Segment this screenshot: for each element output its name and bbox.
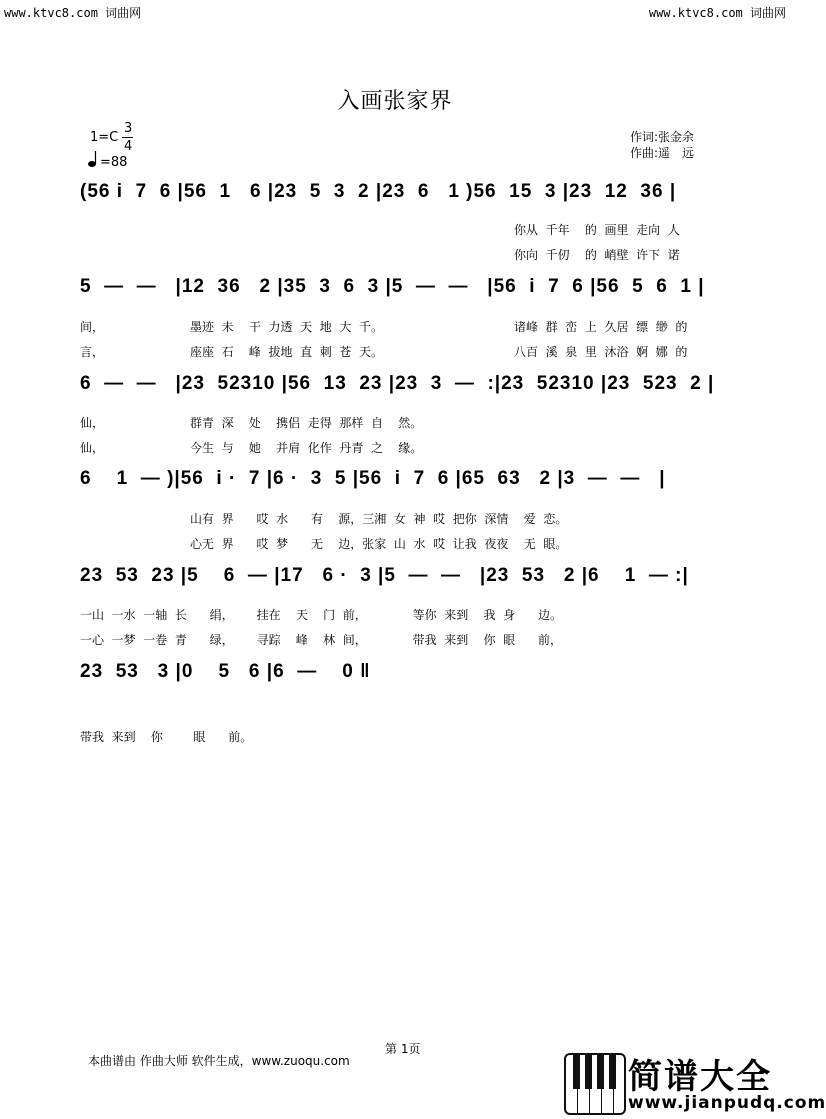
lyric-row-5-verse-2: 一心 一梦 一卷 青 绿， 寻踪 峰 林 间， 带我 来到 你 眼 前， — [80, 633, 562, 647]
piano-keys-icon — [564, 1053, 626, 1115]
lyric-row-4-verse-1: 山有 界 哎 水 有 源，三湘 女 神 哎 把你 深情 爱 恋。 — [190, 512, 568, 526]
lyric-row-1-verse-1: 你从 千年 的 画里 走向 人 — [514, 223, 680, 237]
site-logo[interactable] — [564, 1049, 826, 1115]
software-footer: 本曲谱由 作曲大师 软件生成，www.zuoqu.com — [88, 1054, 350, 1068]
logo-url[interactable]: www.jianpudq.com — [628, 1093, 826, 1113]
site-header-right: www.ktvc8.com 词曲网 — [648, 6, 786, 20]
logo-title: 简谱大全 — [628, 1057, 772, 1097]
time-signature-divider — [122, 137, 133, 138]
time-signature-bottom: 4 — [124, 139, 133, 154]
lyric-row-3-verse-2-mid: 今生 与 她 并肩 化作 丹青 之 缘。 — [190, 441, 423, 455]
lyricist-credit: 作词:张金余 — [630, 130, 695, 144]
lyric-row-4-verse-2: 心无 界 哎 梦 无 边，张家 山 水 哎 让我 夜夜 无 眼。 — [190, 537, 568, 551]
lyric-row-1-verse-2: 你向 千仞 的 峭壁 许下 诺 — [514, 248, 680, 262]
page-number: 第 1页 — [385, 1042, 421, 1056]
lyric-row-2-verse-1-end: 诸峰 群 峦 上 久居 缥 缈 的 — [514, 320, 688, 334]
score-row-1: (56 i 7 6 |56 1 6 |23 5 3 2 |23 6 1 )56 15 3 |23 12 36 | — [80, 181, 677, 202]
score-row-3: 6 — — |23 52310 |56 13 23 |23 3 — :|23 52310 |23 523 2 | — [80, 373, 715, 394]
lyric-row-2-verse-2-end: 八百 溪 泉 里 沐浴 婀 娜 的 — [514, 345, 688, 359]
site-header-left: www.ktvc8.com 词曲网 — [4, 6, 142, 20]
score-row-5: 23 53 23 |5 6 — |17 6 · 3 |5 — — |23 53 2 |6 1 — :| — [80, 565, 689, 586]
composer-credit: 作曲:遥 远 — [630, 146, 695, 160]
lyric-row-3-verse-1-start: 仙， — [80, 416, 105, 430]
lyric-row-2-verse-1-mid: 墨迹 未 干 力透 天 地 大 千。 — [190, 320, 384, 334]
lyric-row-2-verse-2-start: 言， — [80, 345, 105, 359]
lyric-row-3-verse-2-start: 仙， — [80, 441, 105, 455]
song-title: 入画张家界 — [337, 89, 453, 114]
lyric-row-2-verse-2-mid: 座座 石 峰 拔地 直 刺 苍 天。 — [190, 345, 384, 359]
key-signature: 1=C — [90, 130, 119, 145]
lyric-row-2-verse-1-start: 间， — [80, 320, 105, 334]
lyric-row-5-verse-1: 一山 一水 一轴 长 绢， 挂在 天 门 前， 等你 来到 我 身 边。 — [80, 608, 562, 622]
score-row-6: 23 53 3 |0 5 6 |6 — 0 ‖ — [80, 661, 371, 682]
score-row-2: 5 — — |12 36 2 |35 3 6 3 |5 — — |56 i 7 6 |56 5 6 1 | — [80, 276, 705, 297]
quarter-note-icon — [88, 150, 98, 172]
lyric-row-6: 带我 来到 你 眼 前。 — [80, 730, 253, 744]
tempo-marking: =88 — [100, 155, 128, 170]
lyric-row-3-verse-1-mid: 群青 深 处 携侣 走得 那样 自 然。 — [190, 416, 423, 430]
score-row-4: 6 1 — )|56 i · 7 |6 · 3 5 |56 i 7 6 |65 63 2 |3 — — | — [80, 468, 666, 489]
time-signature-top: 3 — [124, 121, 133, 136]
